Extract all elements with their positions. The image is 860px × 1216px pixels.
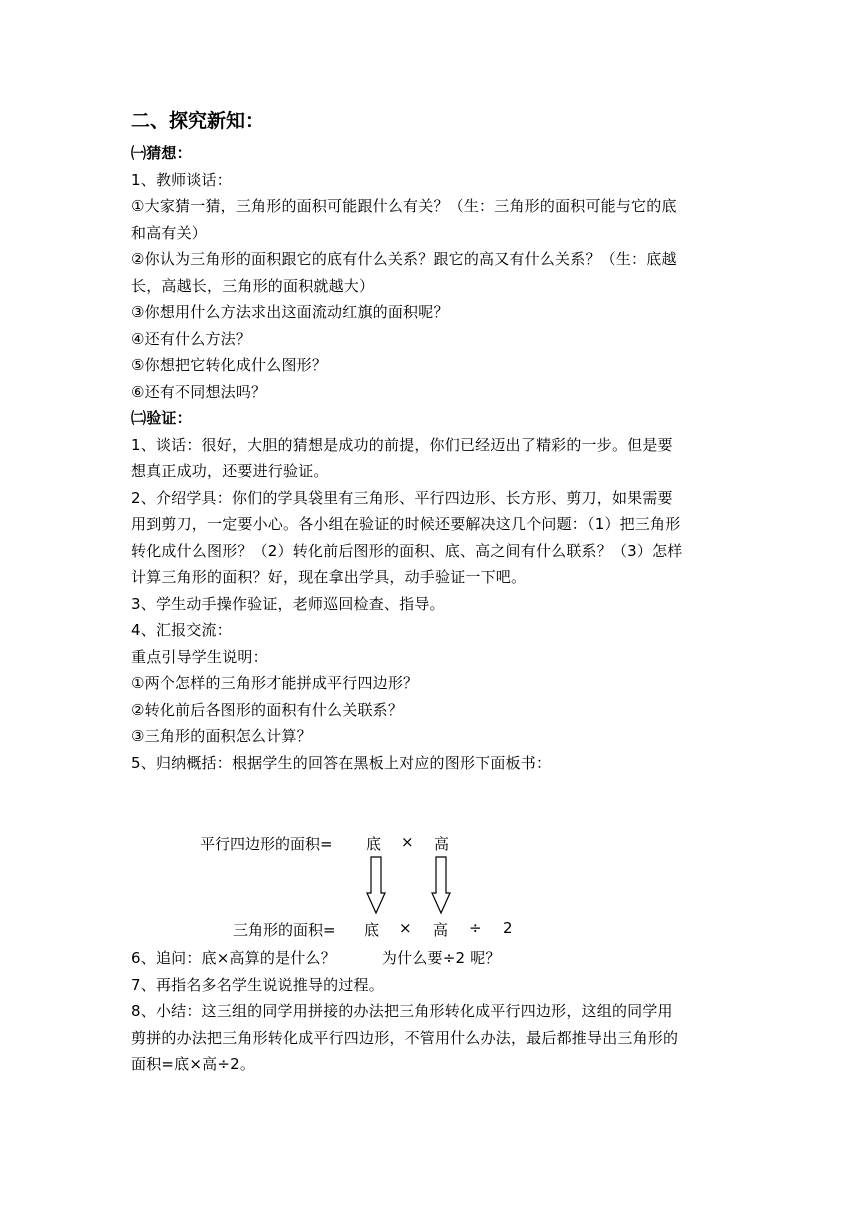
question-line: ⑥还有不同想法吗？ — [131, 382, 267, 401]
paragraph-line: ③三角形的面积怎么计算？ — [131, 727, 312, 745]
formula-top-height: 高 — [434, 835, 450, 853]
paragraph-line: ①两个怎样的三角形才能拼成平行四边形？ — [131, 674, 419, 692]
paragraph-line — [131, 945, 757, 972]
paragraph-line: 计算三角形的面积？好，现在拿出学具，动手验证一下吧。 — [131, 568, 527, 586]
question-line: ⑤你想把它转化成什么图形？ — [131, 356, 328, 374]
question-line: 长，高越长，三角形的面积就越大） — [131, 276, 375, 295]
paragraph-line: 1、谈话：很好，大胆的猜想是成功的前提，你们已经迈出了精彩的一步。但是要 — [131, 435, 673, 454]
formula-bottom-divide: ÷ — [469, 919, 482, 937]
document-body-continued — [131, 945, 757, 1078]
down-arrow-icon — [431, 855, 451, 915]
question-line: ①大家猜一猜，三角形的面积可能跟什么有关？（生：三角形的面积可能与它的底 — [131, 197, 677, 215]
part1-heading: ㈠猜想： — [131, 144, 192, 162]
question-line: ③你想用什么方法求出这面流动红旗的面积呢？ — [131, 303, 449, 321]
paragraph-line: 5、归纳概括：根据学生的回答在黑板上对应的图形下面板书： — [131, 753, 552, 772]
formula-top-label: 平行四边形的面积= — [200, 835, 333, 853]
paragraph-line: 重点引导学生说明： — [131, 647, 268, 666]
question-line: ④还有什么方法？ — [131, 329, 252, 348]
paragraph-line: 3、学生动手操作验证，老师巡回检查、指导。 — [131, 594, 445, 613]
paragraph-line: 4、汇报交流： — [131, 621, 232, 639]
paragraph-line: 剪拼的办法把三角形转化成平行四边形，不管用什么办法，最后都推导出三角形的 — [131, 1028, 679, 1047]
down-arrow-icon — [366, 855, 386, 915]
paragraph-line: 7、再指名多名学生说说推导的过程。 — [131, 975, 384, 994]
section-title: 二、探究新知： — [131, 110, 265, 132]
part1-item1: 1、教师谈话： — [131, 170, 232, 189]
paragraph-line: ②转化前后各图形的面积有什么关联系？ — [131, 700, 404, 719]
formula-top-times: × — [401, 833, 414, 851]
question-line: ②你认为三角形的面积跟它的底有什么关系？跟它的高又有什么关系？（生：底越 — [131, 250, 677, 268]
formula-bottom-base: 底 — [364, 921, 380, 939]
question-base-times-height: 6、追问：底×高算的是什么？ — [131, 949, 336, 967]
question-line: 和高有关） — [131, 223, 208, 242]
paragraph-line: 想真正成功，还要进行验证。 — [131, 462, 329, 480]
question-divide-two: 为什么要÷2 呢？ — [381, 949, 501, 967]
part2-heading: ㈡验证： — [131, 409, 192, 427]
document-body — [131, 106, 757, 776]
paragraph-line: 面积=底×高÷2。 — [131, 1055, 256, 1073]
paragraph-line: 2、介绍学具：你们的学具袋里有三角形、平行四边形、长方形、剪刀，如果需要 — [131, 488, 673, 507]
formula-bottom-height: 高 — [433, 921, 449, 939]
formula-bottom-times: × — [399, 919, 412, 937]
formula-top-base: 底 — [366, 835, 382, 853]
paragraph-line: 转化成什么图形？（2）转化前后图形的面积、底、高之间有什么联系？（3）怎样 — [131, 541, 683, 560]
paragraph-line: 8、小结：这三组的同学用拼接的办法把三角形转化成平行四边形，这组的同学用 — [131, 1002, 673, 1020]
formula-bottom-two: 2 — [503, 919, 513, 937]
paragraph-line: 用到剪刀，一定要小心。各小组在验证的时候还要解决这几个问题：（1）把三角形 — [131, 515, 681, 533]
formula-bottom-label: 三角形的面积= — [233, 921, 336, 939]
